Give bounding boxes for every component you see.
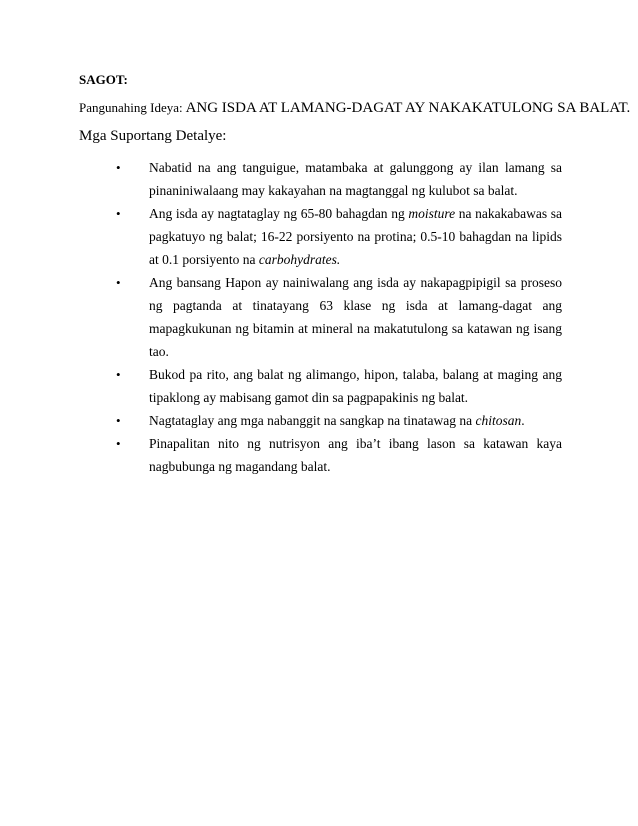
detail-text-part: na nakakabawas sa pagkatuyo ng balat; 16-22 porsiyento na protina; 0.5-10 bahagdan na lipids at 0.1 porsiyento na — [149, 206, 562, 267]
bullet-icon: • — [116, 367, 121, 382]
detail-text: Pinapalitan nito ng nutrisyon ang iba’t ibang lason sa katawan kaya nagbubunga ng magandang balat. — [149, 436, 562, 474]
detail-text-part: . — [521, 413, 525, 428]
detail-text: Nabatid na ang tanguigue, matambaka at galunggong ay ilan lamang sa pinaniniwalaang may kakayahan na magtanggal ng kulubot sa balat. — [149, 160, 562, 198]
bullet-icon: • — [116, 206, 121, 221]
list-item — [116, 271, 562, 363]
main-idea-label: Pangunahing Ideya: — [79, 100, 183, 115]
bullet-icon: • — [116, 436, 121, 451]
bullet-icon: • — [116, 160, 121, 175]
supporting-details-title: Mga Suportang Detalye: — [79, 128, 227, 144]
detail-emphasis: moisture — [408, 206, 456, 221]
list-item — [116, 156, 562, 202]
detail-emphasis: chitosan — [475, 413, 522, 428]
bullet-icon: • — [116, 275, 121, 290]
detail-emphasis: carbohydrates. — [258, 252, 341, 267]
list-item — [116, 409, 562, 432]
detail-text-part: Ang isda ay nagtataglay ng 65-80 bahagdan ng — [149, 206, 409, 221]
list-item — [116, 363, 562, 409]
detail-text: Bukod pa rito, ang balat ng alimango, hipon, talaba, balang at maging ang tipaklong ay mabisang gamot din sa pagpapakinis ng balat. — [149, 367, 562, 405]
main-idea — [79, 100, 630, 117]
list-item — [116, 432, 562, 478]
detail-text: Ang bansang Hapon ay nainiwalang ang isda ay nakapagpipigil sa proseso ng pagtanda at tinatayang 63 klase ng isda at lamang-dagat ang mapagkukunan ng bitamin at mineral na makatutulong sa katawan ng isang tao. — [149, 275, 562, 359]
main-idea-text: ANG ISDA AT LAMANG-DAGAT AY NAKAKATULONG SA BALAT. — [185, 100, 631, 116]
detail-text-part: Nagtataglay ang mga nabanggit na sangkap na tinatawag na — [149, 413, 476, 428]
list-item — [116, 202, 562, 271]
answer-heading: SAGOT: — [79, 72, 128, 87]
supporting-details-list — [116, 156, 562, 478]
bullet-icon: • — [116, 413, 121, 428]
